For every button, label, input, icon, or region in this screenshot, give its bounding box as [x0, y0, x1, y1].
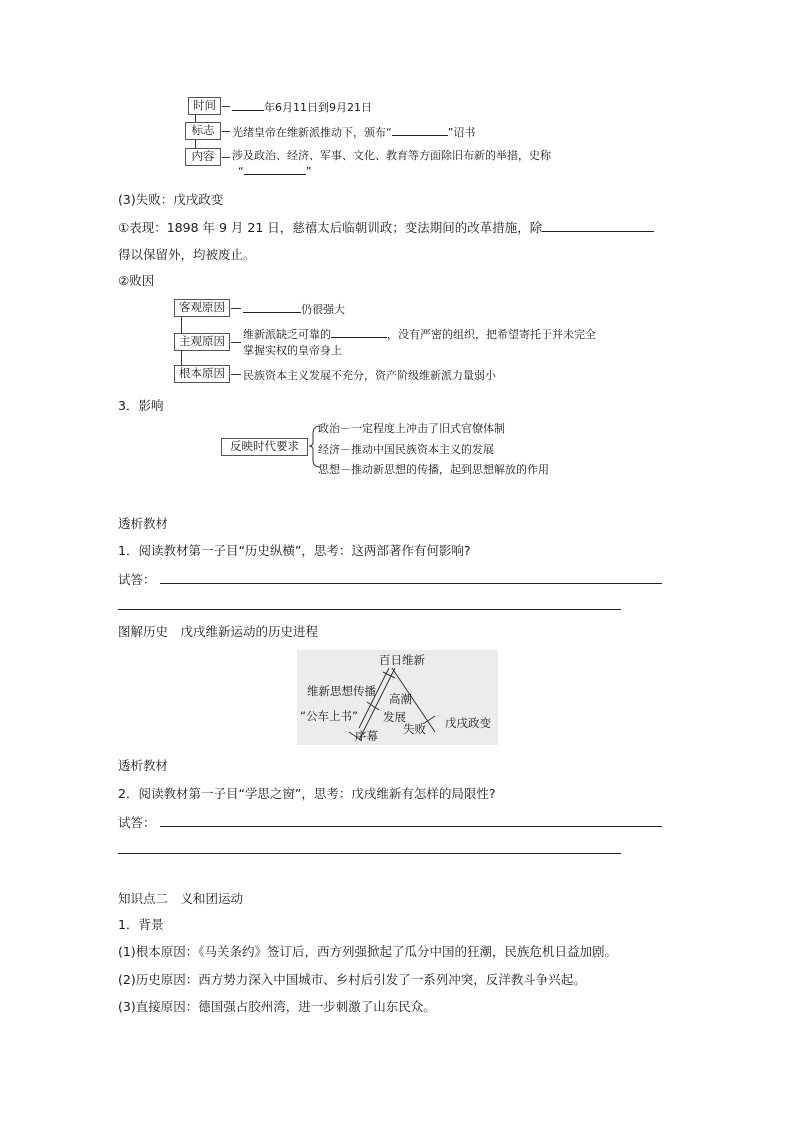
influence-item-politics: 政治－一定程度上冲击了旧式官僚体制 — [318, 422, 505, 435]
history-chart-heading: 图解历史 戊戌维新运动的历史进程 — [118, 624, 319, 639]
knowledge2-heading: 知识点二 义和团运动 — [118, 891, 244, 906]
reform-sign-text: 光绪皇帝在维新派推动下，颁布“ ”诏书 — [232, 126, 476, 139]
failure-point2: ②败因 — [118, 273, 155, 288]
knowledge2-sub: 1．背景 — [118, 917, 164, 932]
reform-content-text: 涉及政治、经济、军事、文化、教育等方面除旧布新的举措，史称 — [232, 149, 551, 162]
analysis2-answer-line2[interactable] — [118, 853, 621, 854]
influence-heading: 3．影响 — [118, 398, 164, 413]
history-label-develop: 发展 — [383, 710, 406, 724]
analysis2-answer-label: 试答： — [118, 815, 156, 830]
reform-time-text: 年6月11日到9月21日 — [232, 99, 372, 115]
reform-label-time: 时间 — [188, 97, 221, 115]
reform-content-text2: “ ” — [238, 165, 312, 178]
history-chart — [297, 650, 498, 745]
cause-subjective-text2: 掌握实权的皇帝身上 — [243, 344, 342, 357]
failure-point1-line1: ①表现：1898 年 9 月 21 日，慈禧太后临朝训政；变法期间的改革措施，除 — [118, 218, 654, 236]
influence-center: 反映时代要求 — [221, 438, 308, 456]
history-label-failure: 失败 — [403, 722, 426, 736]
failure-point1-line2: 得以保留外，均被废止。 — [118, 247, 256, 262]
analysis1-answer-line1[interactable] — [160, 583, 662, 584]
analysis2-heading: 透析教材 — [118, 758, 169, 773]
analysis1-heading: 透析教材 — [118, 516, 169, 531]
analysis1-question: 1．阅读教材第一子目“历史纵横”，思考：这两部著作有何影响? — [118, 543, 471, 558]
knowledge2-item-2: (2)历史原因：西方势力深入中国城市、乡村后引发了一系列冲突，反洋教斗争兴起。 — [118, 972, 586, 987]
influence-item-economy: 经济－推动中国民族资本主义的发展 — [318, 443, 494, 456]
reform-label-content: 内容 — [185, 148, 221, 166]
history-label-climax: 高潮 — [389, 692, 412, 706]
analysis1-answer-line2[interactable] — [118, 609, 621, 610]
influence-item-thought: 思想－推动新思想的传播，起到思想解放的作用 — [318, 463, 549, 476]
cause-objective-text: 仍很强大 — [243, 301, 345, 317]
history-label-top: 百日维新 — [379, 653, 425, 667]
knowledge2-item-3: (3)直接原因：德国强占胶州湾，进一步刺激了山东民众。 — [118, 999, 436, 1014]
analysis2-answer-line1[interactable] — [160, 826, 662, 827]
history-label-coup: 戊戌政变 — [445, 716, 491, 730]
history-label-spread: 维新思想传播 — [307, 684, 376, 698]
failure-heading: (3)失败：戊戌政变 — [118, 192, 224, 207]
reform-label-sign: 标志 — [185, 122, 221, 140]
cause-label-subjective: 主观原因 — [174, 333, 230, 351]
history-label-petition: “公车上书” — [300, 709, 358, 723]
cause-fundamental-text: 民族资本主义发展不充分，资产阶级维新派力量弱小 — [243, 369, 496, 382]
cause-label-fundamental: 根本原因 — [174, 365, 230, 383]
cause-label-objective: 客观原因 — [174, 299, 230, 317]
analysis1-answer-label: 试答： — [118, 572, 156, 587]
analysis2-question: 2．阅读教材第一子目“学思之窗”，思考：戊戌维新有怎样的局限性? — [118, 786, 496, 801]
cause-subjective-text: 维新派缺乏可靠的 ，没有严密的组织，把希望寄托于并未完全 — [243, 328, 596, 341]
knowledge2-item-1: (1)根本原因：《马关条约》签订后，西方列强掀起了瓜分中国的狂潮，民族危机日益加剧。 — [118, 944, 617, 959]
history-label-prelude: 序幕 — [355, 729, 378, 743]
